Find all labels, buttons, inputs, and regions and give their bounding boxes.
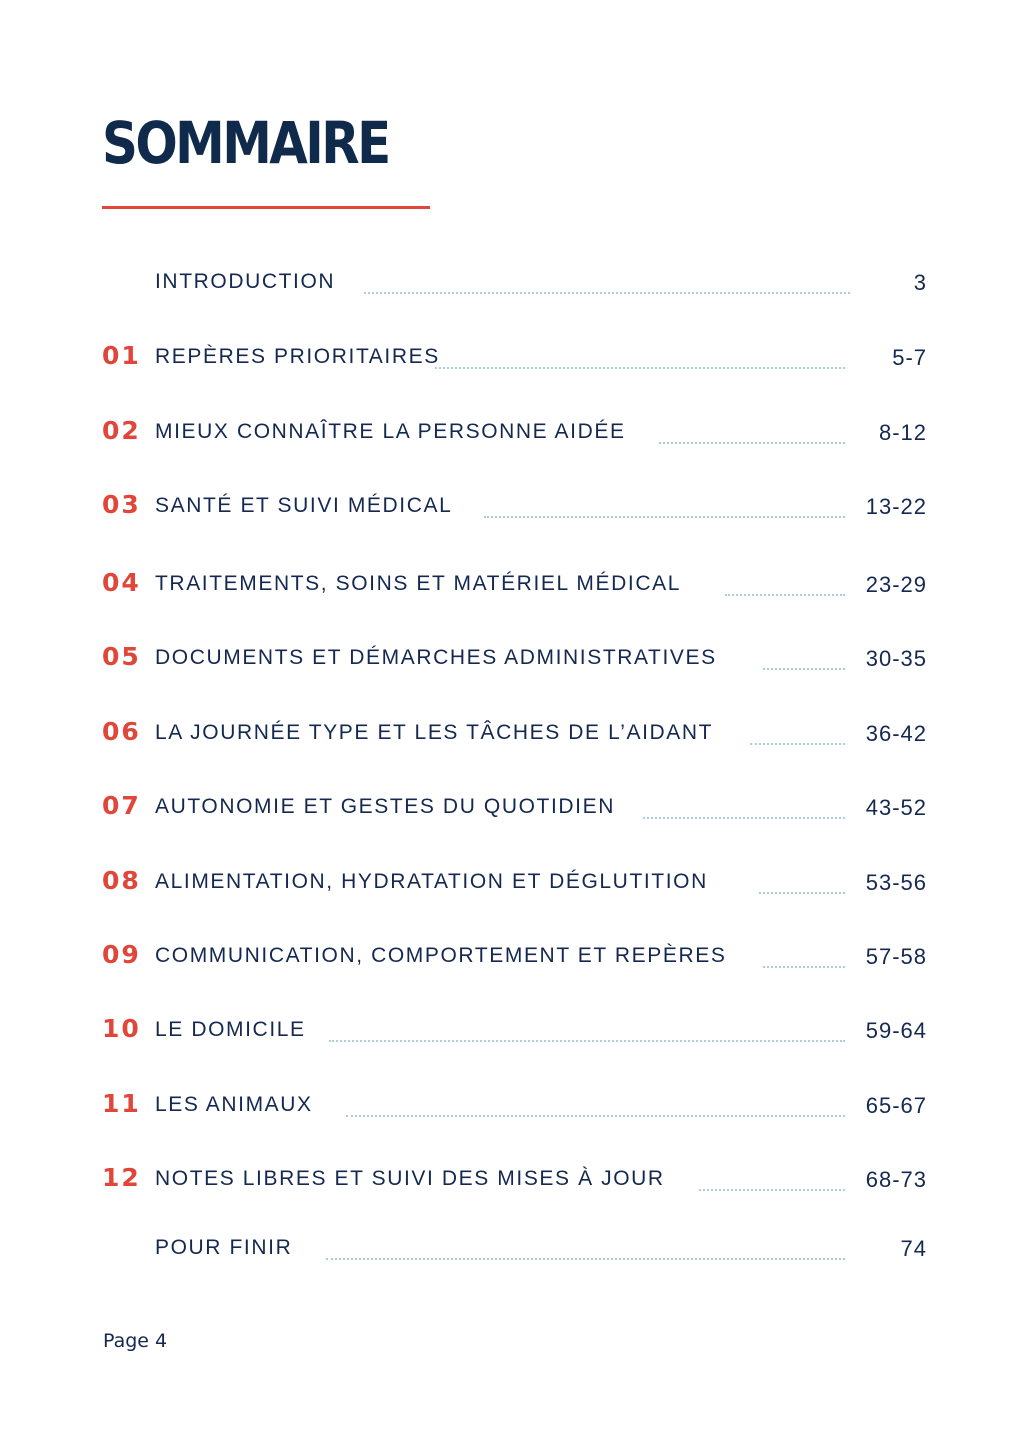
toc-entry[interactable]: [0, 789, 1024, 825]
toc-entry-pages: 3: [913, 270, 927, 295]
toc-entry-number: 06: [102, 717, 141, 746]
toc-entry-title: TRAITEMENTS, SOINS ET MATÉRIEL MÉDICAL: [155, 572, 681, 595]
toc-leader-dots: [364, 292, 850, 294]
toc-entry-pages: 65-67: [865, 1093, 927, 1118]
toc-entry-title: LA JOURNÉE TYPE ET LES TÂCHES DE L’AIDANT: [155, 721, 714, 744]
toc-leader-dots: [750, 743, 845, 745]
page-number: Page 4: [103, 1330, 168, 1352]
toc-entry-title: SANTÉ ET SUIVI MÉDICAL: [155, 494, 453, 517]
toc-entry-title: AUTONOMIE ET GESTES DU QUOTIDIEN: [155, 795, 615, 818]
toc-leader-dots: [659, 442, 845, 444]
toc-entry-number: 12: [102, 1163, 141, 1192]
toc-leader-dots: [484, 516, 845, 518]
toc-entry[interactable]: [0, 566, 1024, 602]
toc-entry[interactable]: [0, 264, 1024, 300]
toc-entry-pages: 59-64: [865, 1018, 927, 1043]
toc-entry[interactable]: [0, 488, 1024, 524]
toc-entry-number: 11: [102, 1089, 141, 1118]
toc-entry-pages: 74: [900, 1236, 927, 1261]
toc-entry-title: DOCUMENTS ET DÉMARCHES ADMINISTRATIVES: [155, 646, 717, 669]
toc-leader-dots: [326, 1258, 845, 1260]
toc-entry-title: LES ANIMAUX: [155, 1093, 313, 1116]
toc-leader-dots: [329, 1040, 845, 1042]
toc-entry-title: INTRODUCTION: [155, 270, 336, 293]
toc-entry[interactable]: [0, 715, 1024, 751]
toc-entry-number: 02: [102, 416, 141, 445]
toc-entry[interactable]: [0, 339, 1024, 375]
toc-entry-pages: 5-7: [892, 345, 927, 370]
toc-entry-number: 01: [102, 341, 141, 370]
toc-entry-pages: 30-35: [865, 646, 927, 671]
toc-entry-number: 07: [102, 791, 141, 820]
toc-entry[interactable]: [0, 1012, 1024, 1048]
toc-entry-title: MIEUX CONNAÎTRE LA PERSONNE AIDÉE: [155, 420, 626, 443]
toc-entry[interactable]: [0, 1087, 1024, 1123]
toc-entry-title: REPÈRES PRIORITAIRES: [155, 345, 440, 368]
toc-entry[interactable]: [0, 640, 1024, 676]
toc-entry-pages: 8-12: [878, 420, 927, 445]
toc-entry-title: POUR FINIR: [155, 1236, 293, 1259]
toc-leader-dots: [699, 1189, 845, 1191]
toc-entry-title: ALIMENTATION, HYDRATATION ET DÉGLUTITION: [155, 870, 708, 893]
toc-entry-pages: 43-52: [865, 795, 927, 820]
toc-leader-dots: [759, 892, 845, 894]
toc-leader-dots: [763, 966, 845, 968]
toc-entry-number: 10: [102, 1014, 141, 1043]
toc-entry-pages: 13-22: [865, 494, 927, 519]
toc-entry[interactable]: [0, 864, 1024, 900]
toc-entry[interactable]: [0, 1230, 1024, 1266]
toc-entry-number: 05: [102, 642, 141, 671]
toc-entry[interactable]: [0, 938, 1024, 974]
toc-entry-number: 09: [102, 940, 141, 969]
toc-leader-dots: [435, 367, 845, 369]
toc-entry[interactable]: [0, 414, 1024, 450]
toc-entry-pages: 23-29: [865, 572, 927, 597]
toc-leader-dots: [643, 817, 845, 819]
toc-entry-pages: 57-58: [865, 944, 927, 969]
toc-entry[interactable]: [0, 1161, 1024, 1197]
toc-entry-number: 04: [102, 568, 141, 597]
toc-entry-title: COMMUNICATION, COMPORTEMENT ET REPÈRES: [155, 944, 727, 967]
toc-entry-title: LE DOMICILE: [155, 1018, 306, 1041]
toc-entry-number: 03: [102, 490, 141, 519]
toc-leader-dots: [763, 668, 845, 670]
toc-leader-dots: [725, 594, 845, 596]
toc-entry-title: NOTES LIBRES ET SUIVI DES MISES À JOUR: [155, 1167, 665, 1190]
toc-entry-pages: 53-56: [865, 870, 927, 895]
toc-entry-number: 08: [102, 866, 141, 895]
toc-entry-pages: 36-42: [865, 721, 927, 746]
toc-leader-dots: [346, 1115, 845, 1117]
toc-entry-pages: 68-73: [865, 1167, 927, 1192]
page-title: SOMMAIRE: [102, 109, 389, 177]
